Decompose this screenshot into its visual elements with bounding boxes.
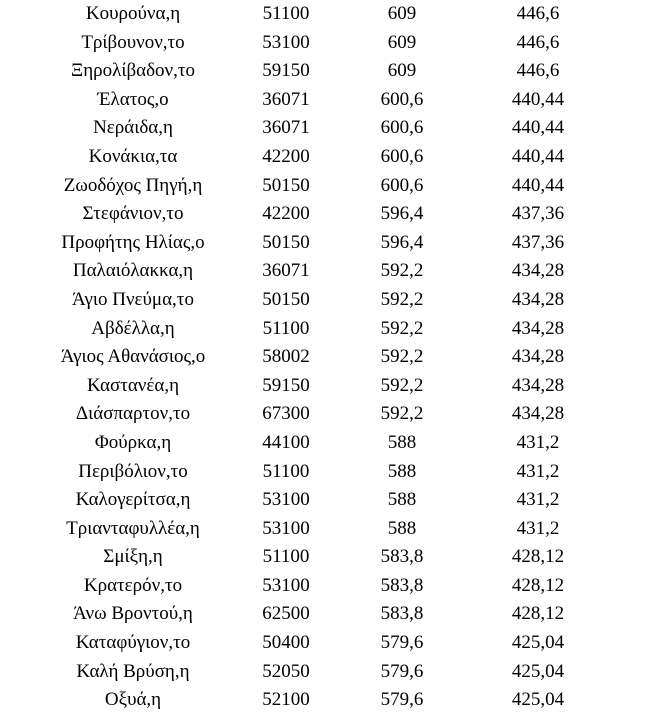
value-column-2: 434,28 — [511, 374, 565, 396]
postal-code: 53100 — [262, 574, 310, 596]
value-column-1: 592,2 — [380, 288, 424, 310]
value-column-2: 431,2 — [516, 431, 560, 453]
settlement-name: Παλαιόλακκα,η — [72, 260, 194, 282]
settlement-name: Άγιος Αθανάσιος,ο — [60, 346, 206, 368]
value-column-2: 440,44 — [511, 88, 565, 110]
settlement-name: Διάσπαρτον,το — [75, 403, 191, 425]
table-row — [0, 658, 650, 687]
postal-code: 42200 — [262, 145, 310, 167]
value-column-1: 588 — [387, 517, 417, 539]
settlement-name: Οξυά,η — [104, 689, 162, 711]
postal-code: 58002 — [262, 346, 310, 368]
postal-code: 42200 — [262, 203, 310, 225]
value-column-2: 440,44 — [511, 145, 565, 167]
table-row — [0, 486, 650, 515]
postal-code: 50150 — [262, 174, 310, 196]
postal-code: 50150 — [262, 288, 310, 310]
postal-code: 51100 — [262, 460, 310, 482]
value-column-2: 446,6 — [516, 3, 560, 24]
settlement-name: Ζωοδόχος Πηγή,η — [63, 174, 203, 196]
settlement-name: Κονάκια,τα — [88, 145, 178, 167]
settlement-name: Καλή Βρύση,η — [76, 660, 190, 682]
value-column-1: 600,6 — [380, 117, 424, 139]
table-row — [0, 200, 650, 229]
value-column-2: 434,28 — [511, 346, 565, 368]
settlement-name: Φούρκα,η — [94, 431, 172, 453]
postal-code: 36071 — [262, 117, 310, 139]
value-column-2: 431,2 — [516, 489, 560, 511]
value-column-2: 431,2 — [516, 460, 560, 482]
settlement-name: Κουρούνα,η — [85, 3, 181, 24]
table-row — [0, 257, 650, 286]
value-column-2: 425,04 — [511, 689, 565, 711]
value-column-1: 609 — [387, 60, 417, 82]
value-column-1: 588 — [387, 431, 417, 453]
settlement-name: Άνω Βροντού,η — [73, 603, 193, 625]
postal-code: 62500 — [262, 603, 310, 625]
settlement-name: Αβδέλλα,η — [91, 317, 175, 339]
value-column-1: 583,8 — [380, 546, 424, 568]
postal-code: 50150 — [262, 231, 310, 253]
value-column-1: 600,6 — [380, 88, 424, 110]
postal-code: 51100 — [262, 546, 310, 568]
settlement-name: Κρατερόν,το — [83, 574, 183, 596]
value-column-2: 440,44 — [511, 174, 565, 196]
table-row — [0, 29, 650, 58]
table-row — [0, 515, 650, 544]
value-column-2: 446,6 — [516, 31, 560, 53]
table-row — [0, 600, 650, 629]
value-column-2: 434,28 — [511, 403, 565, 425]
postal-code: 53100 — [262, 31, 310, 53]
settlement-name: Περιβόλιον,το — [78, 460, 188, 482]
table-row — [0, 372, 650, 401]
value-column-1: 592,2 — [380, 374, 424, 396]
value-column-2: 428,12 — [511, 603, 565, 625]
value-column-1: 588 — [387, 460, 417, 482]
table-row — [0, 543, 650, 572]
value-column-1: 579,6 — [380, 689, 424, 711]
value-column-1: 579,6 — [380, 632, 424, 654]
value-column-1: 600,6 — [380, 174, 424, 196]
value-column-1: 579,6 — [380, 660, 424, 682]
value-column-2: 428,12 — [511, 546, 565, 568]
table-row — [0, 629, 650, 658]
settlement-name: Άγιο Πνεύμα,το — [72, 288, 194, 310]
value-column-1: 609 — [387, 3, 417, 24]
value-column-2: 434,28 — [511, 288, 565, 310]
table-row — [0, 400, 650, 429]
value-column-2: 437,36 — [511, 231, 565, 253]
table-row — [0, 229, 650, 258]
value-column-1: 592,2 — [380, 346, 424, 368]
postal-code: 44100 — [262, 431, 310, 453]
table-row — [0, 286, 650, 315]
value-column-1: 583,8 — [380, 574, 424, 596]
table-row — [0, 458, 650, 487]
settlement-name: Στεφάνιον,το — [82, 203, 184, 225]
value-column-2: 437,36 — [511, 203, 565, 225]
value-column-1: 596,4 — [380, 231, 424, 253]
table-row — [0, 0, 650, 29]
postal-code: 53100 — [262, 489, 310, 511]
postal-code: 53100 — [262, 517, 310, 539]
table-row — [0, 572, 650, 601]
value-column-2: 434,28 — [511, 260, 565, 282]
value-column-2: 434,28 — [511, 317, 565, 339]
value-column-1: 592,2 — [380, 260, 424, 282]
value-column-2: 425,04 — [511, 632, 565, 654]
table-row — [0, 315, 650, 344]
postal-code: 50400 — [262, 632, 310, 654]
settlement-name: Προφήτης Ηλίας,ο — [61, 231, 205, 253]
value-column-1: 609 — [387, 31, 417, 53]
settlement-name: Τριανταφυλλέα,η — [66, 517, 200, 539]
value-column-2: 425,04 — [511, 660, 565, 682]
table-row — [0, 686, 650, 715]
value-column-2: 428,12 — [511, 574, 565, 596]
postal-code: 51100 — [262, 3, 310, 24]
value-column-1: 592,2 — [380, 403, 424, 425]
settlement-name: Σμίξη,η — [103, 546, 163, 568]
table-row — [0, 429, 650, 458]
postal-code: 52100 — [262, 689, 310, 711]
settlement-name: Τρίβουνον,το — [81, 31, 185, 53]
table-row — [0, 143, 650, 172]
settlement-name: Καστανέα,η — [86, 374, 180, 396]
postal-code: 59150 — [262, 374, 310, 396]
settlement-name: Νεράιδα,η — [93, 117, 173, 139]
settlement-name: Έλατος,ο — [97, 88, 169, 110]
table-row — [0, 343, 650, 372]
value-column-1: 600,6 — [380, 145, 424, 167]
table-row — [0, 114, 650, 143]
postal-code: 36071 — [262, 260, 310, 282]
table-row — [0, 86, 650, 115]
postal-code: 67300 — [262, 403, 310, 425]
table-row — [0, 172, 650, 201]
value-column-1: 583,8 — [380, 603, 424, 625]
value-column-2: 446,6 — [516, 60, 560, 82]
postal-code: 51100 — [262, 317, 310, 339]
value-column-1: 596,4 — [380, 203, 424, 225]
settlement-name: Καταφύγιον,το — [75, 632, 191, 654]
value-column-2: 440,44 — [511, 117, 565, 139]
value-column-2: 431,2 — [516, 517, 560, 539]
postal-code: 36071 — [262, 88, 310, 110]
settlement-name: Ξηρολίβαδον,το — [70, 60, 196, 82]
postal-code: 52050 — [262, 660, 310, 682]
table-row — [0, 57, 650, 86]
postal-code: 59150 — [262, 60, 310, 82]
settlement-name: Καλογερίτσα,η — [75, 489, 191, 511]
value-column-1: 588 — [387, 489, 417, 511]
value-column-1: 592,2 — [380, 317, 424, 339]
